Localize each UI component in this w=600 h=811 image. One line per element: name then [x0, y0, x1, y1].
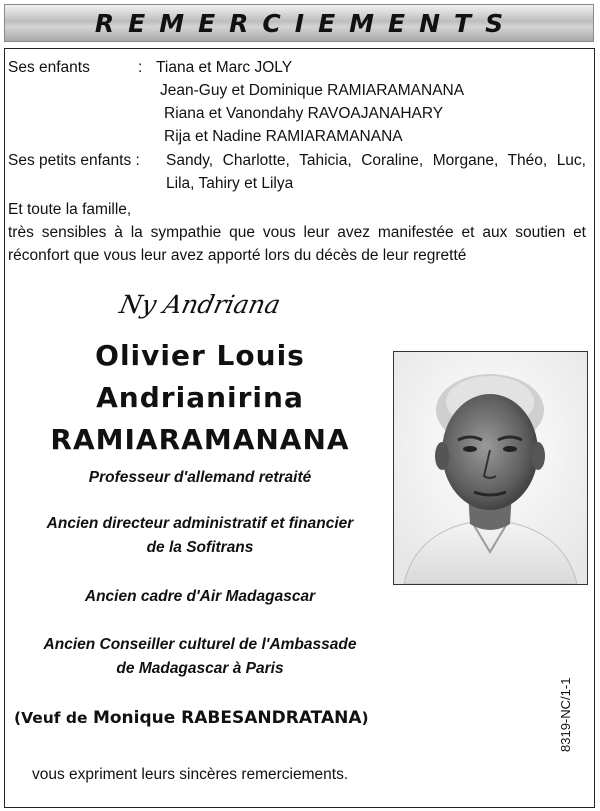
children-colon: : [138, 59, 143, 76]
grandchildren-line-2: Lila, Tahiry et Lilya [166, 175, 294, 192]
child-line-2: Jean-Guy et Dominique RAMIARAMANANA [160, 82, 465, 99]
role-air-madagascar: Ancien cadre d'Air Madagascar [84, 588, 316, 605]
honorific-title-block [30, 290, 370, 319]
role-director-line-2: de la Sofitrans [146, 539, 254, 556]
child-line-3: Riana et Vanondahy RAVOAJANAHARY [164, 105, 444, 122]
grandchildren-line-1: Sandy, Charlotte, Tahicia, Coraline, Morgane, Théo, Luc, [166, 152, 586, 169]
reference-code: 8319-NC/1-1 [558, 677, 573, 752]
portrait-image [394, 352, 587, 584]
children-label: Ses enfants [8, 59, 90, 76]
widower-line [14, 708, 369, 728]
child-line-4: Rija et Nadine RAMIARAMANANA [164, 128, 403, 145]
role-counsellor-line-2: de Madagascar à Paris [116, 660, 284, 677]
role-professor: Professeur d'allemand retraité [88, 469, 312, 486]
child-line-1: Tiana et Marc JOLY [156, 59, 293, 76]
role-director-line-1: Ancien directeur administratif et financier [46, 515, 354, 532]
family-line: Et toute la famille, [8, 201, 132, 218]
widower-close: ) [361, 709, 369, 727]
grandchildren-label: Ses petits enfants : [8, 152, 140, 169]
sympathy-line-1: très sensibles à la sympathie que vous leur avez manifestée et aux soutien et [8, 224, 586, 241]
deceased-name-line-2: Andrianirina [96, 381, 304, 414]
closing-line: vous expriment leurs sincères remerciements. [32, 766, 349, 783]
honorific-title: Ny Andriana [116, 290, 284, 319]
sympathy-line-2: réconfort que vous leur avez apporté lors du décès de leur regretté [8, 247, 467, 264]
portrait-photo [393, 351, 588, 585]
deceased-name-line-3: RAMIARAMANANA [50, 423, 350, 456]
widower-open: (Veuf de [14, 709, 93, 727]
header-banner [4, 4, 594, 42]
role-counsellor-line-1: Ancien Conseiller culturel de l'Ambassade [43, 636, 357, 653]
header-title: REMERCIEMENTS [94, 8, 518, 38]
deceased-name-line-1: Olivier Louis [95, 339, 305, 372]
widower-name: Monique RABESANDRATANA [92, 708, 362, 728]
